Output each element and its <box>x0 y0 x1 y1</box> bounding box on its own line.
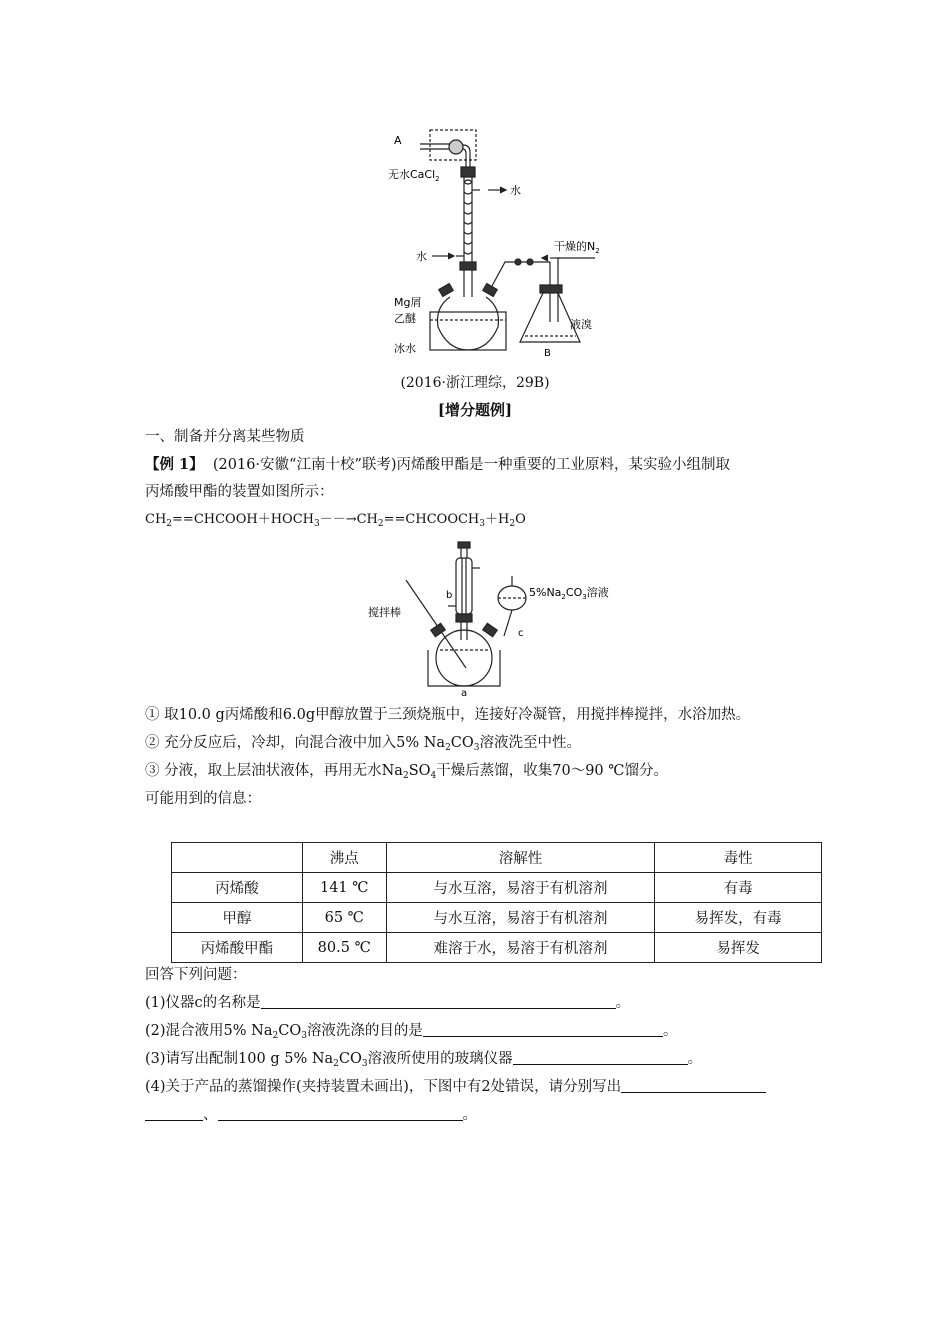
section-heading: [增分题例] <box>437 401 513 419</box>
figure1-label-bromine: 液溴 <box>570 318 592 331</box>
figure1-label-ether: 乙醚 <box>394 312 416 325</box>
question-1: (1)仪器c的名称是 。 <box>145 995 631 1011</box>
figure1-label-cacl2: 无水CaCl$_2$ <box>388 168 440 183</box>
table-header-row <box>172 843 822 873</box>
table-header-cell: 沸点 <box>302 843 386 873</box>
questions-lead: 回答下列问题： <box>145 967 247 983</box>
table-header-cell <box>172 843 303 873</box>
figure1-label-water-out: 水 <box>510 184 521 197</box>
figure1-label-water-in: 水 <box>416 250 427 263</box>
answer-blank[interactable] <box>145 1106 203 1121</box>
figure1-label-b: B <box>544 348 551 359</box>
table-cell: 甲醇 <box>172 903 303 933</box>
part-title: 一、制备并分离某些物质 <box>145 429 305 445</box>
step-3: ③ 分液，取上层油状液体，再用无水$Na_2SO_4$干燥后蒸馏，收集70～90 ℃馏分。 <box>145 763 668 781</box>
answer-blank[interactable] <box>423 1022 663 1037</box>
question-3: (3)请写出配制100 g 5% $Na_2CO_3$溶液所使用的玻璃仪器 。 <box>145 1051 703 1069</box>
question-2: (2)混合液用5% $Na_2CO_3$溶液洗涤的目的是 。 <box>145 1023 678 1041</box>
figure1-label-n2: 干燥的$N_2$ <box>554 240 600 255</box>
esterification-apparatus-figure <box>366 540 626 698</box>
step-2: ② 充分反应后，冷却，向混合液中加入5% $Na_2CO_3$溶液洗至中性。 <box>145 735 582 753</box>
figure2-label-c: c <box>518 628 524 639</box>
table-header-cell: 毒性 <box>655 843 822 873</box>
answer-blank[interactable] <box>261 994 616 1009</box>
example-tag: 【例 1】 <box>145 456 204 473</box>
table-cell: 易挥发 <box>655 933 822 963</box>
figure2-label-a: a <box>461 688 468 698</box>
figure2-label-b: b <box>446 590 453 601</box>
table-header-cell: 溶解性 <box>386 843 655 873</box>
figure1-caption: (2016·浙江理综，29B) <box>400 375 550 391</box>
table-cell: 丙烯酸甲酯 <box>172 933 303 963</box>
figure2-label-na2co3: $5\%Na_2CO_3$溶液 <box>529 586 609 601</box>
question-4: (4)关于产品的蒸馏操作(夹持装置未画出)，下图中有2处错误，请分别写出 <box>145 1077 766 1097</box>
example-intro <box>145 455 730 475</box>
figure1-label-ice-water: 冰水 <box>394 342 416 355</box>
table-cell: 与水互溶，易溶于有机溶剂 <box>386 873 655 903</box>
answer-blank[interactable] <box>513 1050 688 1065</box>
table-cell: 65 ℃ <box>302 903 386 933</box>
table-cell: 与水互溶，易溶于有机溶剂 <box>386 903 655 933</box>
question-4-cont: 、 。 <box>145 1105 477 1125</box>
table-cell: 丙烯酸 <box>172 873 303 903</box>
info-label: 可能用到的信息： <box>145 791 261 807</box>
answer-blank[interactable] <box>218 1106 463 1121</box>
grignard-apparatus-figure <box>380 122 630 362</box>
table-cell: 80.5 ℃ <box>302 933 386 963</box>
figure1-label-a: A <box>394 134 402 147</box>
table-cell: 易挥发，有毒 <box>655 903 822 933</box>
table-row <box>172 933 822 963</box>
properties-table <box>171 842 822 963</box>
table-row <box>172 903 822 933</box>
step-1: ① 取10.0 g丙烯酸和6.0g甲醇放置于三颈烧瓶中，连接好冷凝管，用搅拌棒搅拌，水浴加热。 <box>145 707 751 723</box>
example-intro-text: (2016·安徽“江南十校”联考)丙烯酸甲酯是一种重要的工业原料，某实验小组制取 <box>203 457 731 473</box>
table-row <box>172 873 822 903</box>
figure1-label-mg: Mg屑 <box>394 296 422 309</box>
answer-blank[interactable] <box>621 1078 766 1093</box>
figure2-label-stir: 搅拌棒 <box>368 606 401 619</box>
example-intro-cont: 丙烯酸甲酯的装置如图所示： <box>145 484 334 500</box>
table-cell: 有毒 <box>655 873 822 903</box>
reaction-equation: $CH_2==CHCOOH+HOCH_3--\to CH_2==CHCOOCH_3+H_2O$ <box>145 512 526 529</box>
table-cell: 难溶于水，易溶于有机溶剂 <box>386 933 655 963</box>
table-cell: 141 ℃ <box>302 873 386 903</box>
